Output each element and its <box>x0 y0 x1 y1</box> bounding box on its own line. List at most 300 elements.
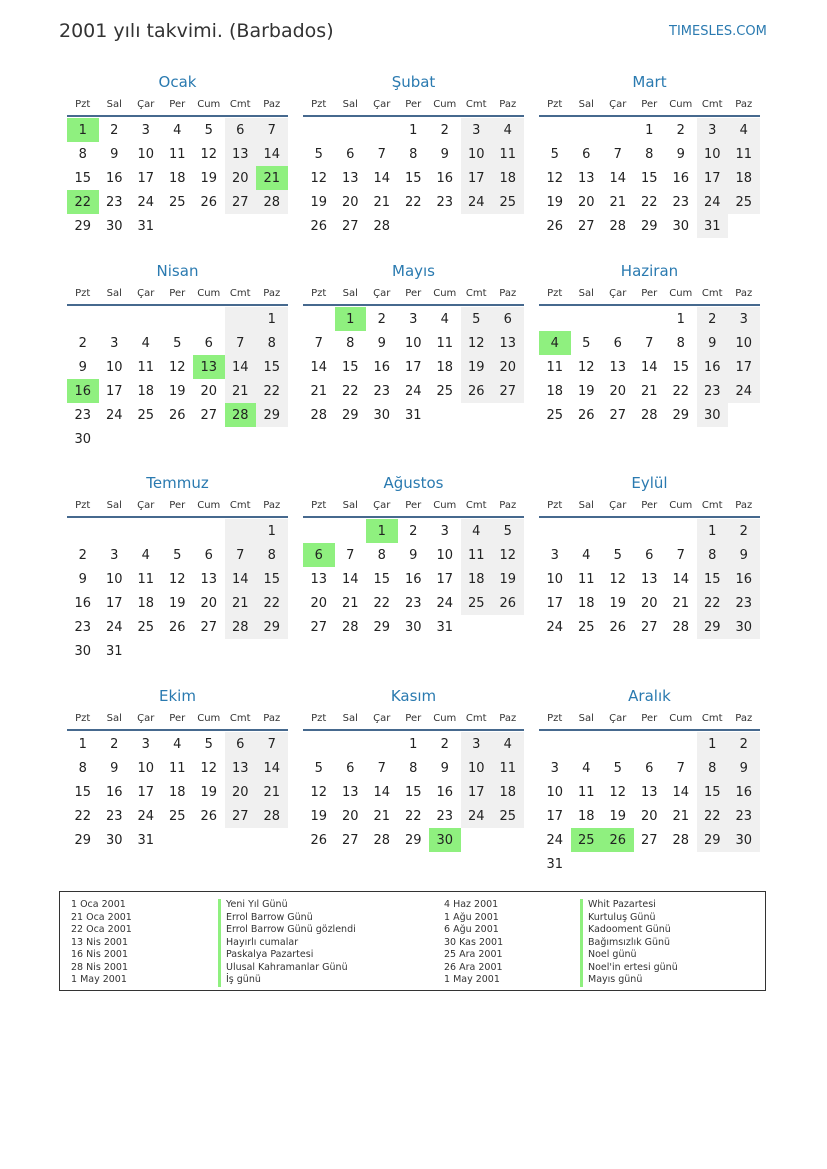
day-cell: 19 <box>609 808 627 824</box>
day-cell: 5 <box>173 547 182 563</box>
day-cell: 20 <box>640 808 658 824</box>
day-cell: 29 <box>341 407 359 423</box>
day-cell: 9 <box>728 543 760 567</box>
day-cell: 20 <box>310 595 328 611</box>
day-cell: 6 <box>582 146 591 162</box>
day-grid <box>67 731 288 852</box>
empty-cell <box>162 519 194 543</box>
day-cell: 3 <box>461 732 493 756</box>
weekday-label: Sal <box>578 712 594 724</box>
day-cell: 28 <box>256 804 288 828</box>
day-cell: 4 <box>461 519 493 543</box>
day-cell: 8 <box>697 756 729 780</box>
day-cell: 31 <box>105 643 123 659</box>
month-12 <box>539 685 760 876</box>
weekday-label: Çar <box>137 712 155 724</box>
weekday-label: Per <box>405 712 422 724</box>
day-grid <box>539 306 760 427</box>
day-cell: 20 <box>225 166 257 190</box>
day-cell: 13 <box>193 355 225 379</box>
month-1 <box>67 71 288 238</box>
empty-cell <box>193 639 225 663</box>
empty-cell <box>303 307 335 331</box>
day-grid <box>67 117 288 238</box>
day-cell: 28 <box>256 190 288 214</box>
day-cell: 25 <box>461 591 493 615</box>
day-cell: 28 <box>672 832 690 848</box>
empty-cell <box>634 732 666 756</box>
empty-cell <box>256 828 288 852</box>
day-cell: 10 <box>461 756 493 780</box>
day-cell: 28 <box>225 403 257 427</box>
day-cell: 22 <box>404 808 422 824</box>
weekday-label: Pzt <box>547 98 563 110</box>
weekday-header <box>539 282 760 306</box>
day-cell: 14 <box>310 359 328 375</box>
empty-cell <box>130 519 162 543</box>
day-cell: 24 <box>436 595 454 611</box>
day-cell: 24 <box>461 190 493 214</box>
legend-name: Ulusal Kahramanlar Günü <box>218 962 356 975</box>
empty-cell <box>571 519 603 543</box>
weekday-header <box>67 494 288 518</box>
weekday-label: Sal <box>578 287 594 299</box>
day-grid <box>539 518 760 639</box>
day-cell: 15 <box>341 359 359 375</box>
day-cell: 30 <box>74 431 92 447</box>
day-cell: 27 <box>640 832 658 848</box>
day-cell: 23 <box>436 194 454 210</box>
day-cell: 14 <box>373 170 391 186</box>
weekday-header <box>539 494 760 518</box>
holiday-legend <box>59 891 766 991</box>
day-cell: 2 <box>697 307 729 331</box>
empty-cell <box>461 615 493 639</box>
empty-cell <box>461 214 493 238</box>
weekday-label: Cum <box>669 712 693 724</box>
legend-name: Whit Pazartesi <box>580 899 678 912</box>
empty-cell <box>67 307 99 331</box>
day-cell: 19 <box>461 355 493 379</box>
weekday-label: Çar <box>373 287 391 299</box>
day-cell: 9 <box>110 146 119 162</box>
day-cell: 10 <box>105 359 123 375</box>
day-cell: 10 <box>105 571 123 587</box>
day-cell: 20 <box>577 194 595 210</box>
day-cell: 25 <box>571 828 603 852</box>
day-cell: 22 <box>672 383 690 399</box>
weekday-label: Per <box>405 98 422 110</box>
day-cell: 26 <box>609 619 627 635</box>
day-cell: 23 <box>74 407 92 423</box>
day-cell: 21 <box>310 383 328 399</box>
weekday-label: Cum <box>197 712 221 724</box>
day-cell: 22 <box>640 194 658 210</box>
weekday-label: Sal <box>106 98 122 110</box>
legend-date: 26 Ara 2001 <box>444 961 503 973</box>
day-cell: 17 <box>546 595 564 611</box>
day-cell: 26 <box>168 407 186 423</box>
legend-date: 6 Ağu 2001 <box>444 924 499 935</box>
day-cell: 23 <box>436 808 454 824</box>
empty-cell <box>571 307 603 331</box>
weekday-label: Paz <box>499 287 517 299</box>
day-cell: 18 <box>461 567 493 591</box>
day-cell: 1 <box>409 122 418 138</box>
day-cell: 31 <box>436 619 454 635</box>
day-cell: 29 <box>672 407 690 423</box>
day-cell: 8 <box>377 547 386 563</box>
day-grid <box>303 306 524 427</box>
day-cell: 25 <box>728 190 760 214</box>
day-cell: 31 <box>404 407 422 423</box>
weekday-header <box>67 707 288 731</box>
day-cell: 10 <box>404 335 422 351</box>
weekday-label: Çar <box>373 499 391 511</box>
day-cell: 28 <box>609 218 627 234</box>
legend-date: 21 Oca 2001 <box>71 911 132 923</box>
day-cell: 30 <box>373 407 391 423</box>
weekday-header <box>67 282 288 306</box>
day-cell: 2 <box>440 736 449 752</box>
day-cell: 27 <box>640 619 658 635</box>
weekday-label: Pzt <box>75 287 91 299</box>
day-cell: 23 <box>672 194 690 210</box>
day-cell: 24 <box>461 804 493 828</box>
empty-cell <box>461 828 493 852</box>
day-cell: 1 <box>366 519 398 543</box>
day-cell: 6 <box>225 118 257 142</box>
month-name: Eylül <box>631 474 668 492</box>
day-cell: 16 <box>436 170 454 186</box>
day-cell: 21 <box>640 383 658 399</box>
day-cell: 16 <box>105 784 123 800</box>
page-title: 2001 yılı takvimi. (Barbados) <box>59 20 334 42</box>
day-cell: 16 <box>728 567 760 591</box>
empty-cell <box>99 427 131 451</box>
day-cell: 6 <box>645 760 654 776</box>
day-cell: 1 <box>697 732 729 756</box>
day-cell: 26 <box>461 379 493 403</box>
day-cell: 4 <box>539 331 571 355</box>
site-link[interactable]: TIMESLES.COM <box>669 24 767 39</box>
day-cell: 14 <box>341 571 359 587</box>
day-cell: 6 <box>346 146 355 162</box>
legend-date: 30 Kas 2001 <box>444 936 504 948</box>
day-cell: 13 <box>341 170 359 186</box>
day-cell: 2 <box>110 122 119 138</box>
day-cell: 11 <box>137 571 155 587</box>
month-name: Ekim <box>159 687 196 705</box>
day-cell: 7 <box>377 760 386 776</box>
day-cell: 1 <box>335 307 367 331</box>
day-cell: 29 <box>640 218 658 234</box>
day-cell: 13 <box>225 142 257 166</box>
day-cell: 7 <box>256 118 288 142</box>
day-cell: 9 <box>409 547 418 563</box>
day-cell: 30 <box>697 403 729 427</box>
legend-date: 28 Nis 2001 <box>71 961 128 973</box>
day-cell: 29 <box>373 619 391 635</box>
empty-cell <box>728 403 760 427</box>
day-cell: 12 <box>609 571 627 587</box>
day-cell: 26 <box>310 218 328 234</box>
day-cell: 12 <box>200 146 218 162</box>
day-cell: 13 <box>225 756 257 780</box>
day-cell: 9 <box>697 331 729 355</box>
day-cell: 21 <box>609 194 627 210</box>
day-cell: 14 <box>225 567 257 591</box>
weekday-label: Çar <box>609 499 627 511</box>
day-cell: 5 <box>550 146 559 162</box>
day-cell: 16 <box>436 784 454 800</box>
empty-cell <box>303 732 335 756</box>
day-cell: 8 <box>645 146 654 162</box>
day-grid <box>67 518 288 663</box>
day-cell: 15 <box>74 784 92 800</box>
legend-date: 1 May 2001 <box>71 974 127 985</box>
empty-cell <box>225 214 257 238</box>
empty-cell <box>539 519 571 543</box>
day-cell: 5 <box>314 760 323 776</box>
day-cell: 11 <box>168 760 186 776</box>
day-cell: 9 <box>440 760 449 776</box>
weekday-label: Cmt <box>465 98 487 110</box>
day-cell: 10 <box>461 142 493 166</box>
month-6 <box>539 260 760 427</box>
day-cell: 9 <box>78 359 87 375</box>
day-cell: 5 <box>613 760 622 776</box>
day-cell: 31 <box>546 856 564 872</box>
weekday-label: Çar <box>373 98 391 110</box>
weekday-label: Pzt <box>547 287 563 299</box>
day-cell: 2 <box>728 519 760 543</box>
empty-cell <box>665 519 697 543</box>
day-cell: 19 <box>168 383 186 399</box>
weekday-label: Paz <box>735 499 753 511</box>
day-cell: 27 <box>225 804 257 828</box>
day-cell: 20 <box>609 383 627 399</box>
day-cell: 2 <box>440 122 449 138</box>
weekday-label: Cmt <box>229 499 251 511</box>
empty-cell <box>602 852 634 876</box>
day-cell: 12 <box>577 359 595 375</box>
day-cell: 6 <box>303 543 335 567</box>
day-cell: 27 <box>310 619 328 635</box>
day-cell: 11 <box>492 142 524 166</box>
day-cell: 26 <box>200 808 218 824</box>
day-cell: 11 <box>168 146 186 162</box>
day-cell: 11 <box>728 142 760 166</box>
day-cell: 28 <box>373 832 391 848</box>
day-cell: 25 <box>546 407 564 423</box>
day-cell: 3 <box>550 760 559 776</box>
weekday-label: Sal <box>578 499 594 511</box>
day-cell: 28 <box>225 615 257 639</box>
weekday-label: Cum <box>433 712 457 724</box>
day-cell: 25 <box>137 407 155 423</box>
weekday-label: Per <box>169 712 186 724</box>
day-cell: 15 <box>373 571 391 587</box>
day-cell: 15 <box>74 170 92 186</box>
day-cell: 16 <box>105 170 123 186</box>
month-2 <box>303 71 524 238</box>
day-cell: 3 <box>110 547 119 563</box>
day-cell: 27 <box>609 407 627 423</box>
empty-cell <box>335 732 367 756</box>
day-cell: 16 <box>697 355 729 379</box>
day-cell: 7 <box>613 146 622 162</box>
day-grid <box>539 117 760 238</box>
day-cell: 6 <box>645 547 654 563</box>
day-cell: 5 <box>204 122 213 138</box>
day-cell: 21 <box>341 595 359 611</box>
day-cell: 3 <box>141 736 150 752</box>
empty-cell <box>634 519 666 543</box>
day-cell: 30 <box>404 619 422 635</box>
empty-cell <box>162 828 194 852</box>
day-grid <box>303 518 524 639</box>
weekday-label: Paz <box>735 712 753 724</box>
empty-cell <box>634 307 666 331</box>
month-name: Kasım <box>390 687 437 705</box>
empty-cell <box>697 852 729 876</box>
empty-cell <box>366 732 398 756</box>
weekday-label: Sal <box>342 287 358 299</box>
legend-date: 25 Ara 2001 <box>444 949 503 960</box>
day-cell: 10 <box>436 547 454 563</box>
weekday-label: Cmt <box>701 712 723 724</box>
empty-cell <box>429 214 461 238</box>
day-cell: 25 <box>436 383 454 399</box>
day-cell: 29 <box>697 828 729 852</box>
empty-cell <box>335 118 367 142</box>
day-cell: 9 <box>728 756 760 780</box>
day-cell: 27 <box>492 379 524 403</box>
day-cell: 28 <box>341 619 359 635</box>
empty-cell <box>398 214 430 238</box>
day-cell: 21 <box>672 595 690 611</box>
day-cell: 24 <box>137 194 155 210</box>
day-cell: 13 <box>492 331 524 355</box>
day-cell: 8 <box>409 760 418 776</box>
day-cell: 25 <box>577 619 595 635</box>
weekday-label: Pzt <box>75 98 91 110</box>
day-cell: 27 <box>225 190 257 214</box>
day-cell: 8 <box>409 146 418 162</box>
day-cell: 20 <box>640 595 658 611</box>
legend-name: Noel günü <box>580 949 678 962</box>
day-cell: 15 <box>697 567 729 591</box>
day-cell: 3 <box>409 311 418 327</box>
weekday-label: Sal <box>342 499 358 511</box>
weekday-label: Per <box>641 287 658 299</box>
day-cell: 22 <box>67 190 99 214</box>
month-5 <box>303 260 524 427</box>
day-cell: 17 <box>404 359 422 375</box>
empty-cell <box>602 519 634 543</box>
day-cell: 24 <box>105 619 123 635</box>
empty-cell <box>225 639 257 663</box>
day-cell: 12 <box>546 170 564 186</box>
empty-cell <box>602 118 634 142</box>
month-4 <box>67 260 288 451</box>
day-cell: 3 <box>110 335 119 351</box>
day-cell: 4 <box>492 732 524 756</box>
empty-cell <box>162 639 194 663</box>
day-cell: 1 <box>645 122 654 138</box>
day-cell: 30 <box>728 828 760 852</box>
weekday-label: Pzt <box>311 712 327 724</box>
legend-name: Paskalya Pazartesi <box>218 949 356 962</box>
weekday-label: Paz <box>499 499 517 511</box>
empty-cell <box>634 852 666 876</box>
day-cell: 24 <box>728 379 760 403</box>
day-cell: 16 <box>74 595 92 611</box>
weekday-label: Cum <box>197 499 221 511</box>
legend-name: Hayırlı cumalar <box>218 937 356 950</box>
weekday-label: Çar <box>137 98 155 110</box>
day-cell: 25 <box>168 194 186 210</box>
day-cell: 27 <box>341 218 359 234</box>
weekday-label: Per <box>405 287 422 299</box>
day-cell: 17 <box>105 383 123 399</box>
day-cell: 29 <box>74 218 92 234</box>
weekday-label: Paz <box>735 287 753 299</box>
day-grid <box>67 306 288 451</box>
month-name: Ağustos <box>383 474 444 492</box>
day-cell: 18 <box>137 383 155 399</box>
weekday-label: Pzt <box>547 499 563 511</box>
day-cell: 9 <box>110 760 119 776</box>
weekday-label: Cmt <box>229 712 251 724</box>
day-cell: 20 <box>200 595 218 611</box>
day-cell: 29 <box>74 832 92 848</box>
day-cell: 12 <box>461 331 493 355</box>
day-cell: 20 <box>341 194 359 210</box>
legend-name: Noel'in ertesi günü <box>580 962 678 975</box>
day-cell: 17 <box>137 784 155 800</box>
empty-cell <box>492 214 524 238</box>
day-cell: 24 <box>404 383 422 399</box>
empty-cell <box>728 214 760 238</box>
day-cell: 10 <box>728 331 760 355</box>
day-cell: 9 <box>440 146 449 162</box>
weekday-header <box>303 282 524 306</box>
day-cell: 7 <box>346 547 355 563</box>
day-cell: 20 <box>225 780 257 804</box>
day-cell: 17 <box>105 595 123 611</box>
day-cell: 23 <box>728 804 760 828</box>
empty-cell <box>492 403 524 427</box>
day-cell: 31 <box>697 214 729 238</box>
weekday-label: Paz <box>263 712 281 724</box>
month-name: Mart <box>632 73 667 91</box>
day-cell: 4 <box>582 547 591 563</box>
day-cell: 2 <box>78 547 87 563</box>
empty-cell <box>130 307 162 331</box>
day-cell: 26 <box>492 591 524 615</box>
weekday-label: Per <box>169 98 186 110</box>
weekday-label: Sal <box>342 98 358 110</box>
day-cell: 22 <box>697 591 729 615</box>
day-cell: 26 <box>602 828 634 852</box>
day-cell: 14 <box>256 142 288 166</box>
weekday-label: Cmt <box>701 98 723 110</box>
weekday-label: Paz <box>263 499 281 511</box>
day-cell: 2 <box>676 122 685 138</box>
day-cell: 24 <box>105 407 123 423</box>
